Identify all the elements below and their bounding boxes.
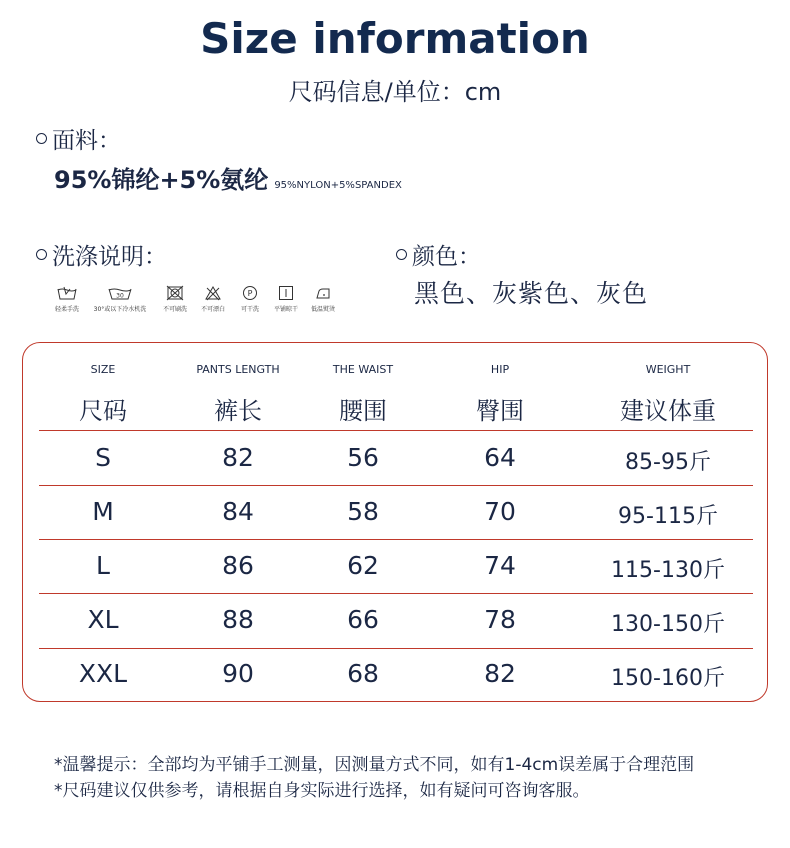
hand-wash-icon	[50, 285, 84, 313]
notes	[54, 752, 694, 804]
cell-size: L	[96, 551, 110, 580]
size-table	[22, 342, 768, 702]
header-length-cn: 裤长	[214, 397, 262, 425]
cell-weight: 150-160斤	[611, 666, 725, 691]
cell-hip: 78	[484, 605, 516, 634]
cell-hip: 64	[484, 443, 516, 472]
care-label-3: 不可漂白	[200, 306, 225, 313]
care-label-6: 低温熨烫	[310, 306, 335, 313]
color-values: 黑色、灰紫色、灰色	[414, 279, 649, 308]
note-line: *温馨提示：全部均为平铺手工测量，因测量方式不同，如有1-4cm误差属于合理范围	[54, 755, 695, 775]
row-divider	[39, 485, 753, 486]
care-label-1: 30°或以下冷水机洗	[93, 306, 147, 313]
header-length-en: PANTS LENGTH	[196, 363, 280, 376]
cell-length: 86	[222, 551, 254, 580]
no-tumble-dry-icon	[160, 285, 190, 313]
care-section	[36, 238, 167, 271]
no-bleach-icon	[198, 285, 228, 313]
cell-hip: 74	[484, 551, 516, 580]
fabric-label: 面料：	[52, 128, 121, 154]
bullet-icon	[36, 249, 47, 260]
header-hip-cn: 臀围	[476, 397, 524, 425]
care-label: 洗涤说明：	[52, 244, 167, 270]
header-weight-en: WEIGHT	[645, 363, 691, 376]
cell-weight: 85-95斤	[625, 450, 711, 475]
header-waist-en: THE WAIST	[332, 363, 394, 376]
care-letter-text: P	[247, 289, 253, 298]
header-waist-cn: 腰围	[339, 397, 387, 425]
care-label-4: 可干洗	[240, 306, 259, 313]
row-divider	[39, 539, 753, 540]
machine-wash-30-icon	[90, 285, 150, 313]
fabric-section	[36, 122, 121, 155]
header-hip-en: HIP	[490, 363, 510, 376]
cell-waist: 56	[347, 443, 379, 472]
cell-waist: 58	[347, 497, 379, 526]
note-line: *尺码建议仅供参考，请根据自身实际进行选择，如有疑问可咨询客服。	[54, 781, 590, 801]
header-size-cn: 尺码	[79, 397, 127, 425]
header-size-en: SIZE	[90, 363, 116, 376]
cell-size: XXL	[78, 659, 128, 688]
color-label: 颜色：	[412, 244, 481, 270]
cell-waist: 68	[347, 659, 379, 688]
cell-waist: 62	[347, 551, 379, 580]
cell-hip: 82	[484, 659, 516, 688]
fabric-composition	[54, 160, 402, 195]
cell-waist: 66	[347, 605, 379, 634]
header-weight-cn: 建议体重	[620, 397, 716, 425]
bullet-icon	[396, 249, 407, 260]
cell-length: 84	[222, 497, 254, 526]
care-label-2: 不可刷洗	[162, 306, 187, 313]
cell-size: XL	[87, 605, 119, 634]
low-iron-icon	[308, 285, 338, 313]
care-temp-text: 30	[116, 292, 124, 300]
fabric-main-text: 95%锦纶+5%氨纶	[54, 166, 269, 194]
row-divider	[39, 430, 753, 431]
flat-dry-icon	[272, 285, 300, 313]
bullet-icon	[36, 133, 47, 144]
row-divider	[39, 593, 753, 594]
cell-hip: 70	[484, 497, 516, 526]
cell-length: 90	[222, 659, 254, 688]
color-section	[396, 238, 481, 271]
dry-clean-p-icon	[236, 285, 264, 313]
page-title: Size information	[200, 14, 590, 63]
care-label-5: 平铺晾干	[273, 306, 298, 313]
cell-length: 82	[222, 443, 254, 472]
cell-length: 88	[222, 605, 254, 634]
cell-weight: 115-130斤	[611, 558, 725, 583]
cell-size: S	[95, 443, 111, 472]
care-label-0: 轻柔手洗	[54, 306, 79, 313]
fabric-english-text: 95%NYLON+5%SPANDEX	[274, 180, 402, 191]
care-icons-row	[50, 285, 350, 317]
cell-size: M	[92, 497, 114, 526]
row-divider	[39, 648, 753, 649]
page-subtitle: 尺码信息/单位：cm	[288, 78, 502, 106]
cell-weight: 95-115斤	[618, 504, 718, 529]
cell-weight: 130-150斤	[611, 612, 725, 637]
